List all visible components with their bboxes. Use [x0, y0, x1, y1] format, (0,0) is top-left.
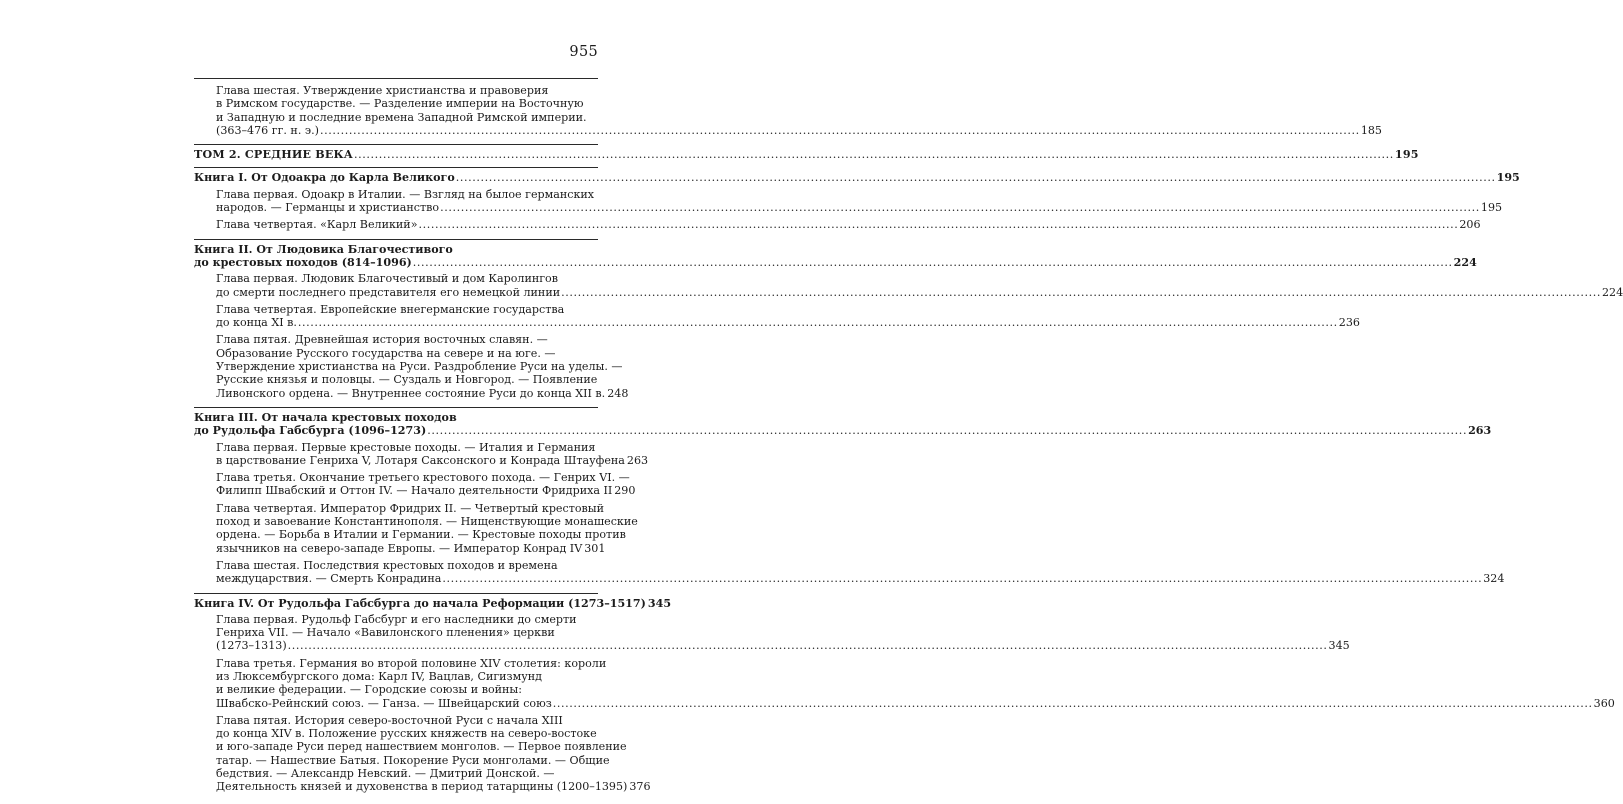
entry-text-line: Образование Русского государства на севере и на юге. — [216, 346, 556, 360]
chapter-entry [194, 612, 1350, 653]
entry-final-line [216, 780, 651, 794]
entry-text-line: Книга IV. От Рудольфа Габсбурга до начала Реформации (1273–1517) [194, 596, 646, 610]
chapter-entry [194, 84, 1382, 137]
entry-page-number: 236 [1338, 316, 1360, 330]
entry-page-number: 248 [607, 386, 629, 400]
entry-text-line: Глава пятая. История северо-восточной Руси с начала XIII [216, 713, 563, 727]
entry-text-line: Ливонского ордена. — Внутреннее состояние Руси до конца XII в. [216, 386, 606, 400]
entry-text-line: (1273–1313) [216, 639, 287, 653]
book-heading [194, 242, 1477, 270]
toc-section [194, 410, 1505, 594]
chapter-entry [194, 558, 1505, 586]
entry-final-line [194, 148, 1419, 162]
entry-text-line: Глава шестая. Утверждение христианства и правоверия [216, 84, 549, 97]
entry-final-line [216, 123, 1382, 137]
chapter-entry [194, 656, 1615, 710]
entry-final-line [216, 696, 1615, 710]
chapter-entry [194, 471, 636, 498]
entry-text-line: междуцарствия. — Смерть Конрадина [216, 572, 442, 586]
entry-text-line: Глава третья. Германия во второй половине XIV столетия: короли [216, 656, 607, 670]
entry-text-line: до Рудольфа Габсбурга (1096–1273) [194, 424, 427, 438]
chapter-entry [194, 272, 1623, 299]
entry-final-line [216, 572, 1505, 586]
dot-leader [440, 201, 1480, 214]
entry-text-line: Глава четвертая. «Карл Великий» [216, 218, 418, 232]
entry-final-line [216, 386, 629, 400]
entry-text-line: бедствия. — Александр Невский. — Дмитрий Донской. — [216, 767, 555, 781]
entry-text-line: Книга III. От начала крестовых походов [194, 410, 457, 424]
chapter-entry [194, 501, 638, 555]
dot-leader [456, 171, 1496, 184]
page-number: 955 [569, 44, 598, 60]
book-heading [194, 596, 672, 610]
toc-section [194, 596, 1615, 801]
entry-final-line [194, 171, 1520, 185]
entry-text-line: и юго-западе Руси перед нашествием монголов. — Первое появление [216, 740, 627, 754]
entry-final-line [194, 424, 1492, 438]
toc-section [194, 171, 1520, 239]
entry-text-line: Генриха VII. — Начало «Вавилонского пленения» церкви [216, 626, 555, 640]
entry-final-line [194, 255, 1477, 269]
dot-leader [298, 316, 1338, 329]
toc-section [194, 242, 1623, 408]
book-heading [194, 171, 1520, 185]
book-heading [194, 410, 1492, 438]
chapter-entry [194, 333, 629, 400]
entry-text-line: Книга I. От Одоакра до Карла Великого [194, 171, 455, 185]
entry-final-line [216, 484, 636, 498]
entry-text-line: народов. — Германцы и христианство [216, 201, 440, 215]
dot-leader [561, 286, 1601, 299]
entry-final-line [216, 201, 1503, 215]
entry-text-line: Книга II. От Людовика Благочестивого [194, 242, 453, 256]
top-rule [194, 78, 598, 79]
entry-final-line [216, 639, 1350, 653]
volume-heading [194, 148, 1419, 162]
dot-leader [418, 218, 1458, 231]
entry-text-line: Глава пятая. Древнейшая история восточных славян. — [216, 333, 548, 347]
entry-text-line: из Люксембургского дома: Карл IV, Вацлав, Сигизмунд [216, 669, 542, 683]
entry-final-line [216, 453, 649, 467]
entry-final-line [216, 285, 1623, 299]
entry-text-line: Филипп Швабский и Оттон IV. — Начало деятельности Фридриха II [216, 484, 613, 498]
entry-text-line: Глава шестая. Последствия крестовых походов и времена [216, 558, 558, 572]
entry-page-number: 206 [1459, 218, 1481, 232]
entry-text-line: Швабско-Рейнский союз. — Ганза. — Швейцарский союз [216, 696, 552, 710]
entry-text-line: до крестовых походов (814–1096) [194, 255, 412, 269]
entry-page-number: 195 [1496, 171, 1520, 185]
entry-text-line: ТОМ 2. СРЕДНИЕ ВЕКА [194, 148, 354, 162]
entry-text-line: (363–476 гг. н. э.) [216, 123, 319, 137]
chapter-entry [194, 218, 1481, 232]
entry-text-line: Глава первая. Рудольф Габсбург и его наследники до смерти [216, 612, 577, 626]
entry-page-number: 195 [1480, 201, 1503, 215]
dot-leader [427, 424, 1467, 437]
entry-page-number: 376 [629, 780, 651, 794]
entry-text-line: Глава первая. Первые крестовые походы. — Италия и Германия [216, 440, 596, 454]
entry-page-number: 345 [1328, 639, 1350, 653]
entry-text-line: татар. — Нашествие Батыя. Покорение Руси монголами. — Общие [216, 753, 610, 767]
entry-text-line: Глава первая. Людовик Благочестивый и дом Каролингов [216, 272, 558, 286]
entry-page-number: 185 [1360, 123, 1382, 137]
chapter-entry [194, 713, 651, 794]
chapter-entry [194, 302, 1360, 330]
table-of-contents [194, 84, 1623, 804]
entry-final-line [216, 316, 1360, 330]
entry-text-line: Глава третья. Окончание третьего крестового похода. — Генрих VI. — [216, 471, 630, 485]
chapter-entry [194, 440, 649, 468]
entry-text-line: и Западную и последние времена Западной Римской империи. [216, 110, 587, 124]
entry-page-number: 360 [1593, 696, 1615, 710]
entry-text-line: до конца XIV в. Положение русских княжеств на северо-востоке [216, 727, 597, 741]
toc-section [194, 84, 1382, 145]
entry-final-line [216, 541, 606, 555]
chapter-entry [194, 187, 1503, 215]
entry-page-number: 301 [584, 541, 606, 555]
entry-text-line: до смерти последнего представителя его немецкой линии [216, 285, 561, 299]
entry-text-line: Глава четвертая. Европейские внегерманские государства [216, 302, 565, 316]
dot-leader [442, 572, 1482, 585]
entry-text-line: в царствование Генриха V, Лотаря Саксонского и Конрада Штауфена [216, 453, 625, 467]
dot-leader [320, 124, 1360, 137]
entry-page-number: 224 [1601, 285, 1623, 299]
entry-text-line: до конца XI в. [216, 316, 297, 330]
entry-text-line: Деятельность князей и духовенства в период татарщины (1200–1395) [216, 780, 628, 794]
dot-leader [288, 639, 1328, 652]
entry-page-number: 345 [647, 596, 672, 610]
dot-leader [413, 256, 1453, 269]
entry-text-line: Глава первая. Одоакр в Италии. — Взгляд на былое германских [216, 187, 595, 201]
entry-page-number: 263 [626, 453, 649, 467]
entry-text-line: поход и завоевание Константинополя. — Нищенствующие монашеские [216, 515, 638, 529]
entry-page-number: 324 [1483, 572, 1505, 586]
dot-leader [354, 148, 1394, 161]
entry-page-number: 263 [1468, 424, 1492, 438]
entry-page-number: 195 [1394, 148, 1419, 162]
entry-page-number: 224 [1453, 255, 1477, 269]
entry-text-line: Русские князья и половцы. — Суздаль и Новгород. — Появление [216, 373, 598, 387]
dot-leader [553, 697, 1593, 710]
entry-text-line: Утверждение христианства на Руси. Раздробление Руси на уделы. — [216, 360, 623, 374]
entry-text-line: язычников на северо-западе Европы. — Император Конрад IV [216, 541, 583, 555]
entry-page-number: 290 [614, 484, 636, 498]
entry-final-line [216, 218, 1481, 232]
entry-final-line [194, 596, 672, 610]
entry-text-line: и великие федерации. — Городские союзы и войны: [216, 683, 522, 697]
entry-text-line: ордена. — Борьба в Италии и Германии. — Крестовые походы против [216, 528, 626, 542]
toc-section [194, 148, 1419, 168]
entry-text-line: Глава четвертая. Император Фридрих II. — Четвертый крестовый [216, 501, 604, 515]
entry-text-line: в Римском государстве. — Разделение империи на Восточную [216, 97, 584, 111]
